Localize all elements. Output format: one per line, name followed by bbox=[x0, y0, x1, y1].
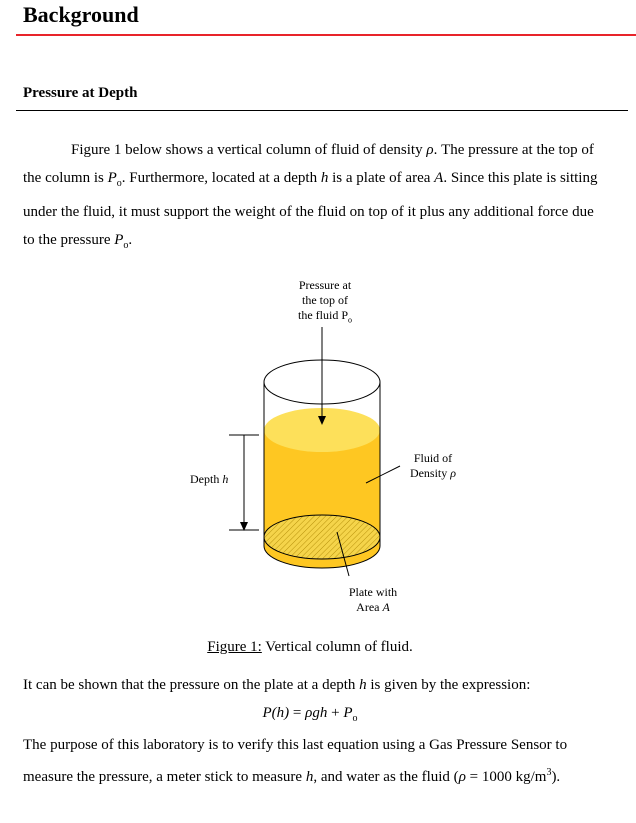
subsection-divider bbox=[16, 110, 628, 111]
plate-area-label: Plate with Area A bbox=[348, 585, 398, 614]
intro-paragraph: Figure 1 below shows a vertical column of fluid of density ρ. The pressure at the top of the column is $P_o$. Furthermore, located at a depth h is a plate of area A. Since this plate is sitting under the fluid, it must support the weight of the fluid on top of it plus any additional force due to the pressure $P_o$. bbox=[23, 142, 598, 251]
fluid-density-label: Fluid of Density ρ bbox=[409, 451, 457, 480]
pressure-equation: $P(h) = \rho gh + P_o$ bbox=[262, 705, 358, 724]
heading-divider bbox=[16, 34, 636, 36]
section-heading: Background bbox=[23, 2, 139, 27]
subsection-title: Pressure at Depth bbox=[23, 85, 138, 101]
figure-caption: Figure 1: Vertical column of fluid. bbox=[207, 639, 413, 655]
purpose-paragraph: The purpose of this laboratory is to verify this last equation using a Gas Pressure Sensor to measure the pressure, a meter stick to measure h, and water as the fluid (ρ = 1000 $kg/m^3$). bbox=[23, 737, 568, 785]
expression-intro: It can be shown that the pressure on the plate at a depth h is given by the expression: bbox=[23, 677, 531, 693]
plate bbox=[264, 515, 380, 559]
top-pressure-label: Pressure at the top of the fluid $P_o$ bbox=[298, 278, 352, 325]
figure-fluid-column bbox=[0, 270, 636, 630]
depth-label: Depth h bbox=[190, 472, 229, 486]
